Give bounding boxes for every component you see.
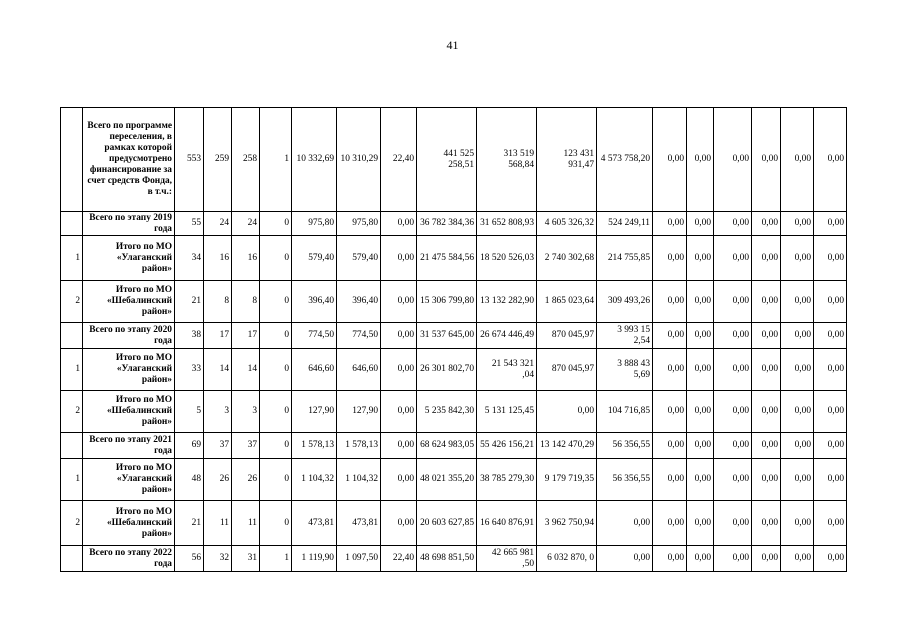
value-cell: 259: [204, 108, 232, 212]
value-cell: 1 119,90: [292, 546, 337, 572]
value-cell: 473,81: [292, 501, 337, 546]
value-cell: 0,00: [814, 391, 847, 433]
value-cell: 0: [260, 433, 292, 459]
value-cell: 0: [260, 501, 292, 546]
value-cell: 0,00: [381, 323, 417, 349]
value-cell: 0,00: [714, 501, 752, 546]
value-cell: 4 573 758,20: [597, 108, 653, 212]
value-cell: 21: [175, 501, 204, 546]
value-cell: 127,90: [292, 391, 337, 433]
value-cell: 32: [204, 546, 232, 572]
value-cell: 37: [232, 433, 260, 459]
value-cell: 0,00: [653, 212, 687, 236]
value-cell: 0,00: [687, 459, 714, 501]
value-cell: 0,00: [781, 391, 814, 433]
row-name-cell: Итого по МО «Улаганский район»: [83, 236, 175, 281]
value-cell: 0,00: [752, 281, 781, 323]
value-cell: 0: [260, 391, 292, 433]
row-name-cell: Итого по МО «Шебалинский район»: [83, 391, 175, 433]
value-cell: 0,00: [653, 281, 687, 323]
value-cell: 56 356,55: [597, 433, 653, 459]
value-cell: 0,00: [814, 433, 847, 459]
value-cell: 0,00: [687, 501, 714, 546]
value-cell: 0,00: [687, 212, 714, 236]
value-cell: 0,00: [687, 323, 714, 349]
value-cell: 0,00: [814, 108, 847, 212]
row-number-cell: [61, 546, 83, 572]
value-cell: 48 021 355,20: [417, 459, 477, 501]
value-cell: 0,00: [714, 108, 752, 212]
value-cell: 14: [232, 349, 260, 391]
value-cell: 0,00: [752, 501, 781, 546]
value-cell: 127,90: [337, 391, 381, 433]
value-cell: 0,00: [752, 391, 781, 433]
value-cell: 21: [175, 281, 204, 323]
value-cell: 55: [175, 212, 204, 236]
value-cell: 0: [260, 349, 292, 391]
value-cell: 0,00: [537, 391, 597, 433]
value-cell: 1 104,32: [337, 459, 381, 501]
row-number-cell: 1: [61, 459, 83, 501]
value-cell: 123 431 931,47: [537, 108, 597, 212]
value-cell: 0: [260, 212, 292, 236]
value-cell: 579,40: [292, 236, 337, 281]
value-cell: 0,00: [714, 349, 752, 391]
row-number-cell: 1: [61, 349, 83, 391]
row-number-cell: 2: [61, 391, 83, 433]
value-cell: 18 520 526,03: [477, 236, 537, 281]
value-cell: 0,00: [781, 323, 814, 349]
value-cell: 0,00: [381, 349, 417, 391]
value-cell: 0,00: [714, 459, 752, 501]
value-cell: 0: [260, 236, 292, 281]
value-cell: 48: [175, 459, 204, 501]
value-cell: 258: [232, 108, 260, 212]
value-cell: 0,00: [653, 501, 687, 546]
value-cell: 0,00: [752, 236, 781, 281]
value-cell: 0,00: [814, 281, 847, 323]
row-number-cell: [61, 212, 83, 236]
value-cell: 0,00: [752, 433, 781, 459]
value-cell: 1 578,13: [337, 433, 381, 459]
value-cell: 0,00: [687, 236, 714, 281]
value-cell: 0,00: [714, 391, 752, 433]
value-cell: 68 624 983,05: [417, 433, 477, 459]
value-cell: 0,00: [781, 281, 814, 323]
table-row: [61, 433, 847, 459]
value-cell: 15 306 799,80: [417, 281, 477, 323]
value-cell: 396,40: [337, 281, 381, 323]
value-cell: 3 993 15 2,54: [597, 323, 653, 349]
value-cell: 0,00: [381, 212, 417, 236]
row-name-cell: Всего по этапу 2021 года: [83, 433, 175, 459]
value-cell: 69: [175, 433, 204, 459]
value-cell: 0,00: [653, 433, 687, 459]
value-cell: 0,00: [781, 459, 814, 501]
value-cell: 0,00: [687, 108, 714, 212]
value-cell: 524 249,11: [597, 212, 653, 236]
value-cell: 22,40: [381, 108, 417, 212]
value-cell: 309 493,26: [597, 281, 653, 323]
value-cell: 38 785 279,30: [477, 459, 537, 501]
value-cell: 26: [204, 459, 232, 501]
value-cell: 0,00: [381, 236, 417, 281]
value-cell: 0,00: [687, 546, 714, 572]
value-cell: 0,00: [781, 212, 814, 236]
value-cell: 16 640 876,91: [477, 501, 537, 546]
value-cell: 0,00: [381, 281, 417, 323]
page-number: 41: [446, 38, 459, 52]
row-number-cell: [61, 108, 83, 212]
value-cell: 3: [204, 391, 232, 433]
value-cell: 0: [260, 459, 292, 501]
value-cell: 0,00: [714, 323, 752, 349]
value-cell: 0,00: [781, 433, 814, 459]
value-cell: 11: [204, 501, 232, 546]
value-cell: 0,00: [653, 349, 687, 391]
value-cell: 0,00: [653, 236, 687, 281]
value-cell: 55 426 156,21: [477, 433, 537, 459]
value-cell: 441 525 258,51: [417, 108, 477, 212]
value-cell: 0,00: [381, 433, 417, 459]
value-cell: 14: [204, 349, 232, 391]
row-name-cell: Итого по МО «Шебалинский район»: [83, 501, 175, 546]
value-cell: 0,00: [687, 281, 714, 323]
value-cell: 579,40: [337, 236, 381, 281]
value-cell: 48 698 851,50: [417, 546, 477, 572]
value-cell: 0,00: [814, 501, 847, 546]
value-cell: 0,00: [814, 323, 847, 349]
row-number-cell: [61, 323, 83, 349]
value-cell: 0,00: [597, 501, 653, 546]
value-cell: 1 865 023,64: [537, 281, 597, 323]
value-cell: 0,00: [814, 236, 847, 281]
table-row: [61, 236, 847, 281]
value-cell: 36 782 384,36: [417, 212, 477, 236]
value-cell: 553: [175, 108, 204, 212]
value-cell: 0,00: [381, 391, 417, 433]
value-cell: 0,00: [752, 212, 781, 236]
value-cell: 0,00: [752, 546, 781, 572]
value-cell: 10 332,69: [292, 108, 337, 212]
value-cell: 3 962 750,94: [537, 501, 597, 546]
value-cell: 26 674 446,49: [477, 323, 537, 349]
value-cell: 870 045,97: [537, 323, 597, 349]
value-cell: 17: [232, 323, 260, 349]
row-number-cell: [61, 433, 83, 459]
value-cell: 5 131 125,45: [477, 391, 537, 433]
value-cell: 0,00: [653, 323, 687, 349]
value-cell: 774,50: [337, 323, 381, 349]
row-number-cell: 1: [61, 236, 83, 281]
value-cell: 1: [260, 546, 292, 572]
value-cell: 56: [175, 546, 204, 572]
value-cell: 0,00: [781, 349, 814, 391]
value-cell: 22,40: [381, 546, 417, 572]
table-row: [61, 501, 847, 546]
value-cell: 0,00: [714, 281, 752, 323]
value-cell: 37: [204, 433, 232, 459]
value-cell: 0,00: [814, 349, 847, 391]
row-number-cell: 2: [61, 281, 83, 323]
value-cell: 34: [175, 236, 204, 281]
value-cell: 3: [232, 391, 260, 433]
value-cell: 8: [232, 281, 260, 323]
value-cell: 13 132 282,90: [477, 281, 537, 323]
value-cell: 3 888 43 5,69: [597, 349, 653, 391]
value-cell: 313 519 568,84: [477, 108, 537, 212]
table-row: [61, 212, 847, 236]
row-name-cell: Итого по МО «Улаганский район»: [83, 349, 175, 391]
value-cell: 0: [260, 281, 292, 323]
value-cell: 0,00: [597, 546, 653, 572]
value-cell: 0,00: [714, 546, 752, 572]
value-cell: 1 578,13: [292, 433, 337, 459]
value-cell: 42 665 981 ,50: [477, 546, 537, 572]
value-cell: 56 356,55: [597, 459, 653, 501]
value-cell: 9 179 719,35: [537, 459, 597, 501]
value-cell: 0,00: [714, 212, 752, 236]
value-cell: 31: [232, 546, 260, 572]
value-cell: 870 045,97: [537, 349, 597, 391]
value-cell: 0,00: [687, 349, 714, 391]
value-cell: 0,00: [653, 459, 687, 501]
table-row: [61, 323, 847, 349]
value-cell: 11: [232, 501, 260, 546]
value-cell: 26: [232, 459, 260, 501]
value-cell: 396,40: [292, 281, 337, 323]
value-cell: 21 543 321 ,04: [477, 349, 537, 391]
value-cell: 10 310,29: [337, 108, 381, 212]
value-cell: 5: [175, 391, 204, 433]
table-row: [61, 349, 847, 391]
value-cell: 6 032 870, 0: [537, 546, 597, 572]
value-cell: 2 740 302,68: [537, 236, 597, 281]
value-cell: 0: [260, 323, 292, 349]
row-name-cell: Всего по этапу 2020 года: [83, 323, 175, 349]
row-name-cell: Всего по программе переселения, в рамках которой предусмотрено финансирование за счет средств Фонда, в т.ч.:: [83, 108, 175, 212]
value-cell: 38: [175, 323, 204, 349]
row-name-cell: Всего по этапу 2019 года: [83, 212, 175, 236]
value-cell: 16: [232, 236, 260, 281]
value-cell: 5 235 842,30: [417, 391, 477, 433]
value-cell: 24: [204, 212, 232, 236]
value-cell: 4 605 326,32: [537, 212, 597, 236]
value-cell: 33: [175, 349, 204, 391]
value-cell: 774,50: [292, 323, 337, 349]
resettlement-table: [60, 107, 847, 572]
value-cell: 0,00: [752, 108, 781, 212]
value-cell: 0,00: [381, 459, 417, 501]
value-cell: 31 652 808,93: [477, 212, 537, 236]
value-cell: 0,00: [714, 433, 752, 459]
value-cell: 8: [204, 281, 232, 323]
value-cell: 0,00: [752, 323, 781, 349]
value-cell: 0,00: [687, 391, 714, 433]
value-cell: 1: [260, 108, 292, 212]
value-cell: 473,81: [337, 501, 381, 546]
value-cell: 0,00: [653, 546, 687, 572]
value-cell: 17: [204, 323, 232, 349]
value-cell: 0,00: [381, 501, 417, 546]
table-row: [61, 281, 847, 323]
value-cell: 1 104,32: [292, 459, 337, 501]
value-cell: 975,80: [292, 212, 337, 236]
value-cell: 214 755,85: [597, 236, 653, 281]
value-cell: 104 716,85: [597, 391, 653, 433]
value-cell: 0,00: [814, 459, 847, 501]
value-cell: 646,60: [337, 349, 381, 391]
value-cell: 24: [232, 212, 260, 236]
row-name-cell: Всего по этапу 2022 года: [83, 546, 175, 572]
table-row: [61, 546, 847, 572]
value-cell: 0,00: [714, 236, 752, 281]
value-cell: 20 603 627,85: [417, 501, 477, 546]
value-cell: 0,00: [687, 433, 714, 459]
value-cell: 0,00: [653, 391, 687, 433]
value-cell: 0,00: [781, 236, 814, 281]
value-cell: 21 475 584,56: [417, 236, 477, 281]
value-cell: 0,00: [653, 108, 687, 212]
value-cell: 0,00: [752, 349, 781, 391]
value-cell: 0,00: [781, 108, 814, 212]
value-cell: 0,00: [752, 459, 781, 501]
value-cell: 0,00: [781, 546, 814, 572]
table-row: [61, 108, 847, 212]
table-row: [61, 391, 847, 433]
value-cell: 16: [204, 236, 232, 281]
value-cell: 13 142 470,29: [537, 433, 597, 459]
value-cell: 26 301 802,70: [417, 349, 477, 391]
value-cell: 975,80: [337, 212, 381, 236]
value-cell: 646,60: [292, 349, 337, 391]
value-cell: 31 537 645,00: [417, 323, 477, 349]
table-row: [61, 459, 847, 501]
value-cell: 0,00: [814, 546, 847, 572]
value-cell: 0,00: [781, 501, 814, 546]
row-name-cell: Итого по МО «Шебалинский район»: [83, 281, 175, 323]
row-number-cell: 2: [61, 501, 83, 546]
value-cell: 1 097,50: [337, 546, 381, 572]
row-name-cell: Итого по МО «Улаганский район»: [83, 459, 175, 501]
value-cell: 0,00: [814, 212, 847, 236]
